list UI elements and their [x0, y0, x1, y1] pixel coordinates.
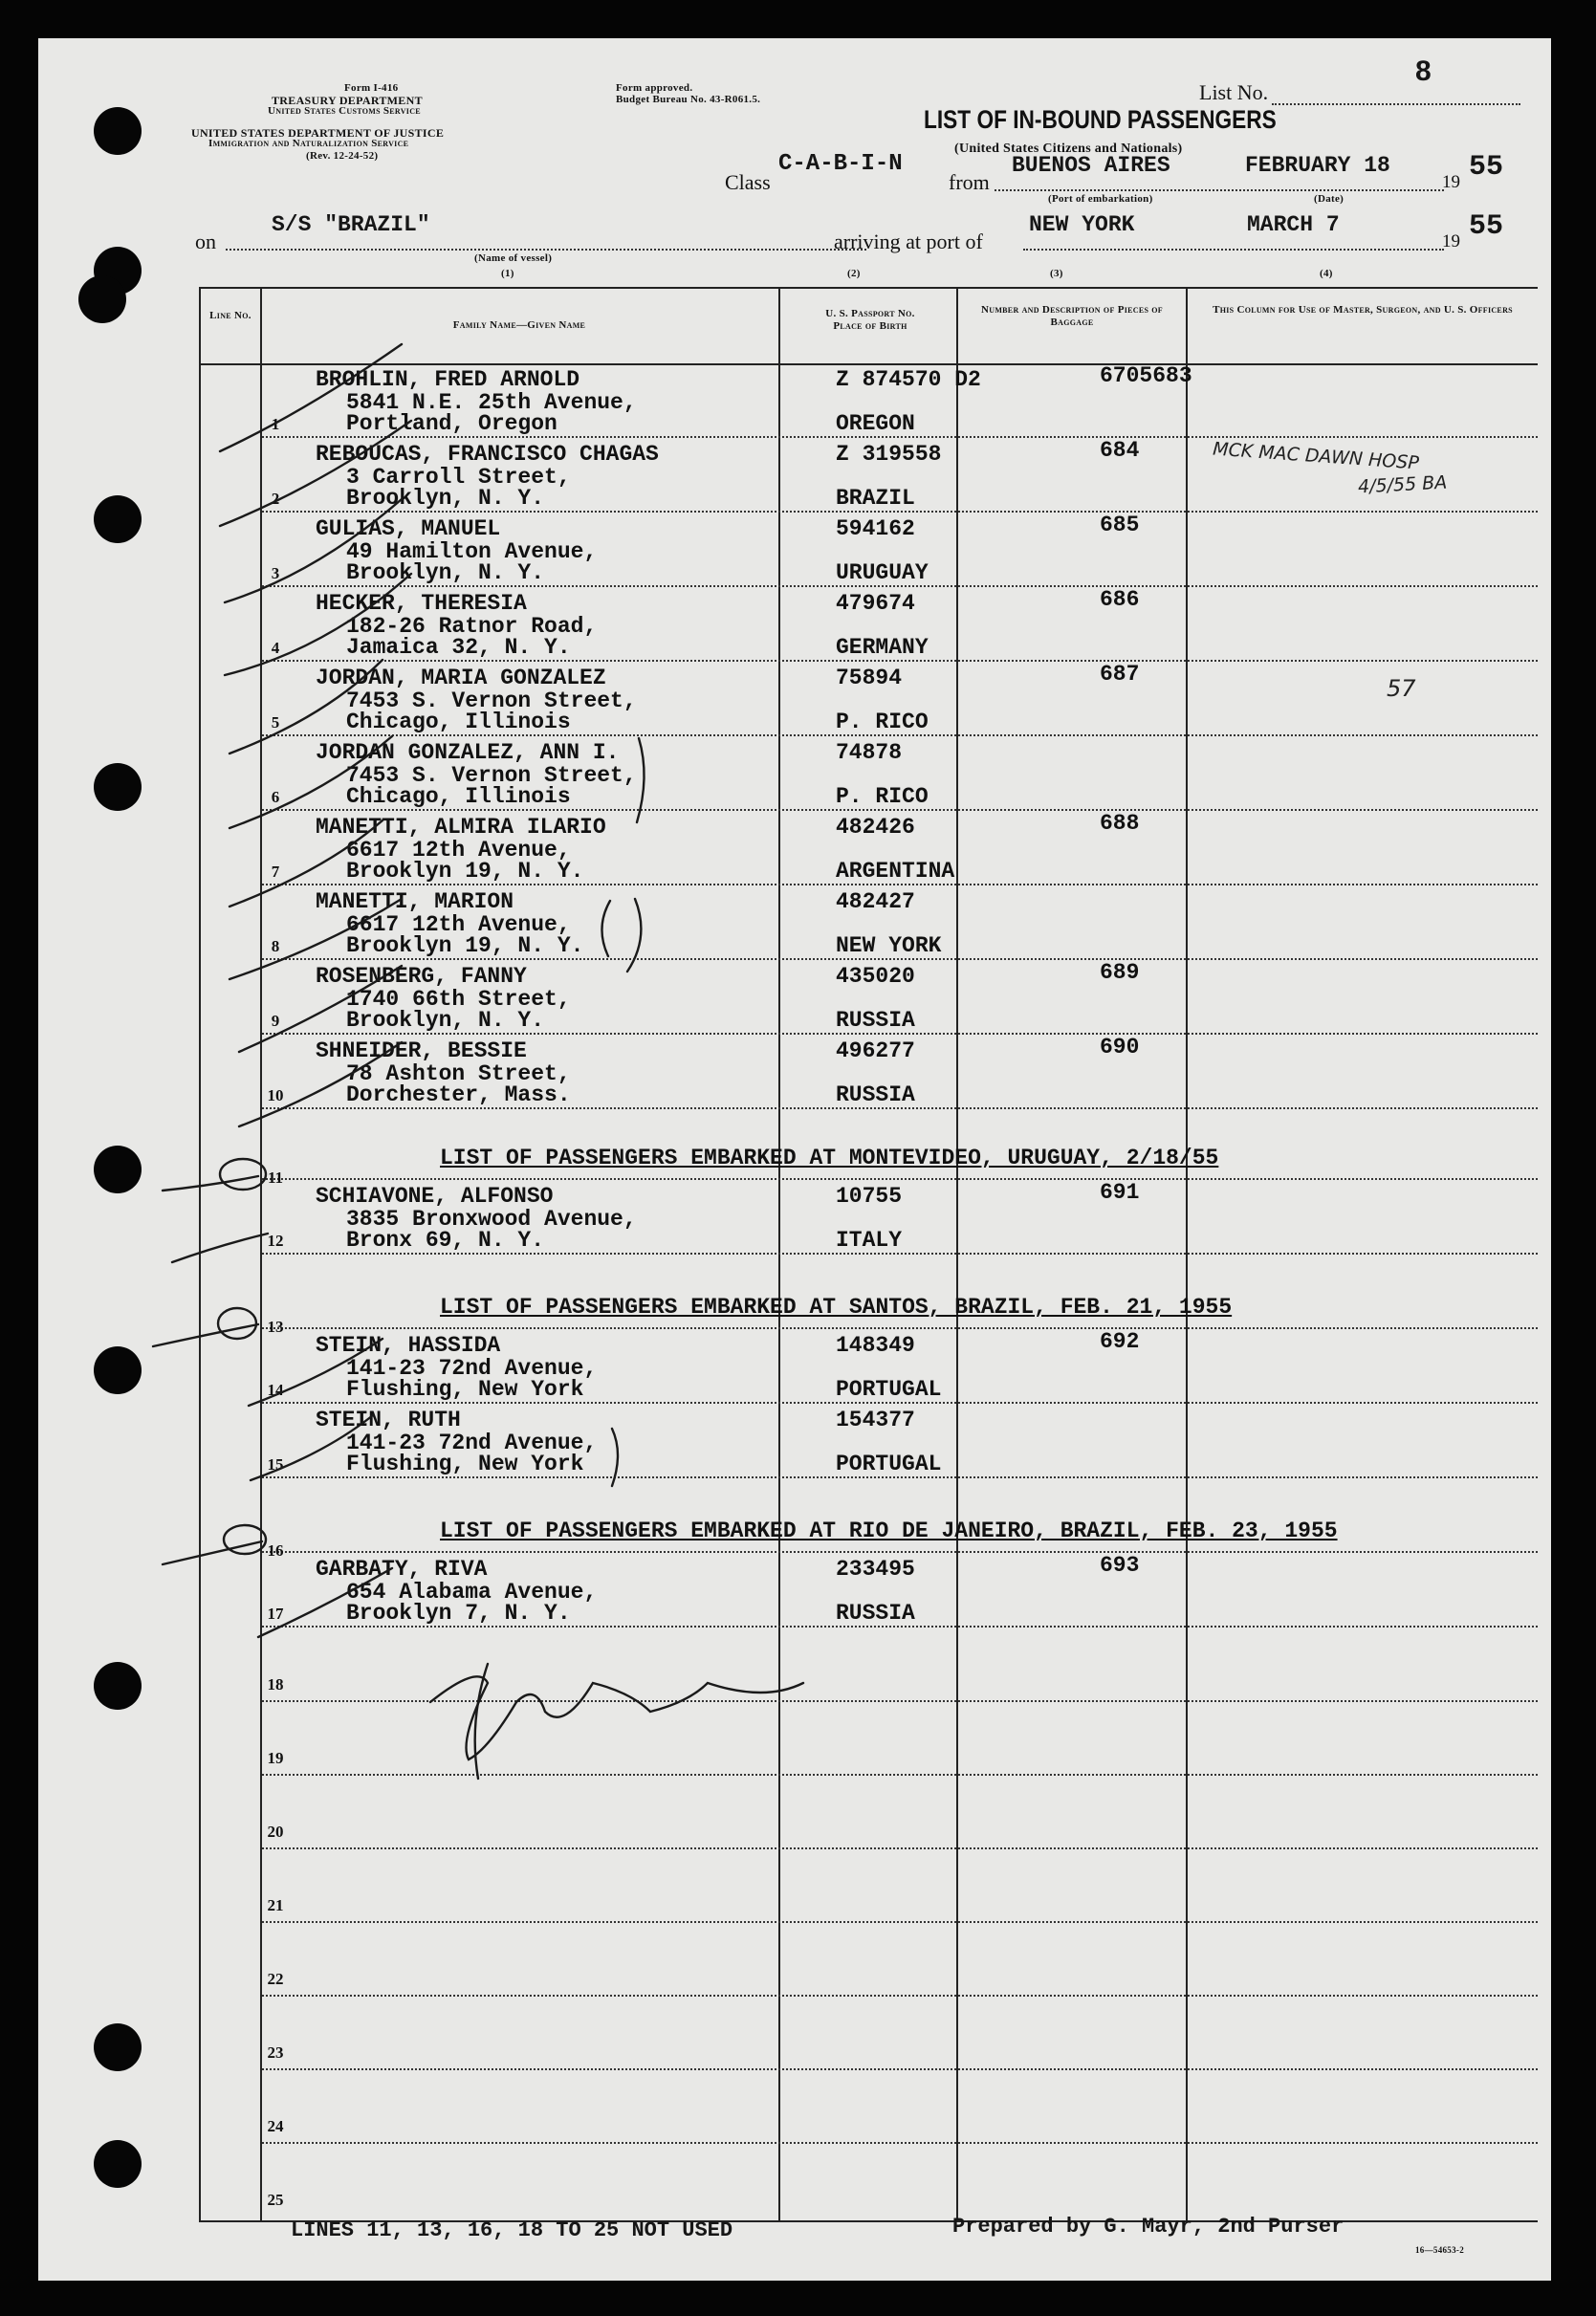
passport-number: 10755 [836, 1184, 903, 1209]
line-number: 17 [267, 1605, 284, 1623]
line-number: 23 [267, 2043, 284, 2062]
passenger-name: BROHLIN, FRED ARNOLD [316, 367, 580, 392]
passenger-name: JORDAN, MARIA GONZALEZ [316, 666, 606, 690]
vessel-caption: (Name of vessel) [474, 252, 553, 264]
passenger-street: 7453 S. Vernon Street, [346, 763, 637, 788]
line-number: 14 [267, 1381, 284, 1399]
baggage-count: 690 [1100, 1035, 1140, 1060]
baggage-count: 688 [1100, 811, 1140, 836]
passenger-street: 141-23 72nd Avenue, [346, 1356, 598, 1381]
place-of-birth: GERMANY [836, 635, 929, 660]
passenger-city: Brooklyn 19, N. Y. [346, 933, 584, 958]
passenger-city: Brooklyn 7, N. Y. [346, 1601, 571, 1626]
footer-not-used: LINES 11, 13, 16, 18 TO 25 NOT USED [291, 2218, 733, 2242]
line-number: 4 [271, 639, 280, 657]
line-number: 5 [271, 713, 280, 732]
embark-port-caption: (Port of embarkation) [1048, 193, 1153, 205]
passenger-city: Brooklyn, N. Y. [346, 560, 545, 585]
passenger-street: 654 Alabama Avenue, [346, 1580, 598, 1605]
place-of-birth: URUGUAY [836, 560, 929, 585]
check-mark [220, 344, 402, 451]
line-number: 3 [271, 564, 280, 582]
passenger-street: 1740 66th Street, [346, 987, 571, 1012]
baggage-count: 691 [1100, 1180, 1140, 1205]
embark-port: BUENOS AIRES [1012, 153, 1170, 178]
passenger-city: Flushing, New York [346, 1452, 584, 1476]
place-of-birth: PORTUGAL [836, 1452, 942, 1476]
baggage-count: 686 [1100, 587, 1140, 612]
embark-year-prefix: 19 [1442, 172, 1460, 192]
passenger-city: Jamaica 32, N. Y. [346, 635, 571, 660]
passenger-city: Brooklyn, N. Y. [346, 1008, 545, 1033]
place-of-birth: ARGENTINA [836, 859, 955, 884]
signature [430, 1676, 803, 1759]
passenger-name: MANETTI, ALMIRA ILARIO [316, 815, 606, 840]
passenger-street: 49 Hamilton Avenue, [346, 539, 598, 564]
check-mark [163, 1176, 258, 1191]
check-mark [172, 1234, 268, 1262]
place-of-birth: RUSSIA [836, 1082, 915, 1107]
passenger-street: 182-26 Ratnor Road, [346, 614, 598, 639]
check-mark [258, 1568, 392, 1637]
check-mark [225, 499, 402, 602]
baggage-count: 687 [1100, 662, 1140, 687]
class-label: Class [725, 170, 771, 194]
list-no-value: 8 [1415, 55, 1432, 87]
line-number: 24 [267, 2117, 284, 2135]
passenger-city: Chicago, Illinois [346, 710, 571, 734]
handwritten-note-3: 57 [1387, 675, 1416, 702]
date-caption: (Date) [1314, 193, 1345, 205]
check-mark [230, 736, 392, 828]
place-of-birth: NEW YORK [836, 933, 942, 958]
section-montevideo: LIST OF PASSENGERS EMBARKED AT MONTEVIDEO, URUGUAY, 2/18/55 [440, 1146, 1219, 1170]
column-number-1: (1) [501, 268, 514, 279]
passenger-street: 6617 12th Avenue, [346, 838, 571, 863]
line-number: 8 [271, 937, 280, 955]
from-label: from [949, 170, 990, 194]
circle-mark [220, 1159, 266, 1190]
line-number: 6 [271, 788, 280, 806]
passport-number: Z 319558 [836, 442, 942, 467]
place-of-birth: BRAZIL [836, 486, 915, 511]
line-number: 20 [267, 1823, 284, 1841]
place-of-birth: P. RICO [836, 784, 929, 809]
check-mark [230, 899, 402, 979]
section-santos: LIST OF PASSENGERS EMBARKED AT SANTOS, BRAZIL, FEB. 21, 1955 [440, 1295, 1233, 1320]
passport-number: 154377 [836, 1408, 915, 1432]
passport-number: 75894 [836, 666, 903, 690]
passenger-name: GARBATY, RIVA [316, 1557, 488, 1582]
handwritten-note-1: MCK MAC DAWN HOSP [1212, 438, 1420, 474]
brace-mark [601, 899, 641, 972]
line-number: 2 [271, 490, 280, 508]
line-number: 10 [267, 1086, 284, 1104]
arrival-year: 55 [1469, 210, 1504, 243]
place-of-birth: ITALY [836, 1228, 903, 1253]
brace-mark [637, 738, 645, 822]
list-no-label: List No. [1199, 80, 1269, 104]
line-number: 18 [267, 1675, 284, 1693]
passenger-city: Brooklyn 19, N. Y. [346, 859, 584, 884]
check-mark [239, 1042, 402, 1126]
arrival-port: NEW YORK [1029, 212, 1135, 237]
justice-dept: UNITED STATES DEPARTMENT OF JUSTICE [191, 126, 445, 140]
handwritten-note-2: 4/5/55 BA [1357, 471, 1448, 498]
line-number: 22 [267, 1970, 284, 1988]
handwritten-marks [38, 38, 1551, 2281]
brace-mark [612, 1429, 618, 1486]
passenger-city: Portland, Oregon [346, 411, 558, 436]
baggage-count: 685 [1100, 513, 1140, 537]
baggage-count: 6705683 [1100, 363, 1192, 388]
column-number-4: (4) [1320, 268, 1333, 279]
manifest-sheet [38, 38, 1551, 2281]
baggage-count: 684 [1100, 438, 1140, 463]
form-approved: Form approved. [616, 82, 693, 94]
treasury-dept: TREASURY DEPARTMENT [272, 94, 423, 107]
check-mark [153, 1324, 258, 1346]
passenger-street: 78 Ashton Street, [346, 1061, 571, 1086]
check-mark [230, 660, 383, 754]
arriving-label: arriving at port of [834, 229, 983, 253]
section-rio: LIST OF PASSENGERS EMBARKED AT RIO DE JANEIRO, BRAZIL, FEB. 23, 1955 [440, 1519, 1338, 1543]
line-number: 15 [267, 1455, 284, 1474]
col-passport: U. S. Passport No. Place of Birth [825, 308, 915, 332]
passport-number: 233495 [836, 1557, 915, 1582]
arrival-year-prefix: 19 [1442, 231, 1460, 251]
passenger-city: Brooklyn, N. Y. [346, 486, 545, 511]
line-number: 9 [271, 1012, 280, 1030]
check-mark [249, 1339, 383, 1406]
baggage-count: 693 [1100, 1553, 1140, 1578]
passenger-street: 141-23 72nd Avenue, [346, 1431, 598, 1455]
line-number: 1 [271, 415, 280, 433]
line-number-11: 11 [267, 1169, 284, 1187]
passenger-city: Chicago, Illinois [346, 784, 571, 809]
check-mark [251, 1415, 373, 1480]
place-of-birth: RUSSIA [836, 1008, 915, 1033]
passenger-street: 3 Carroll Street, [346, 465, 571, 490]
passport-number: 482427 [836, 889, 915, 914]
passport-number: 479674 [836, 591, 915, 616]
passport-number: 594162 [836, 516, 915, 541]
arrival-date: MARCH 7 [1247, 212, 1340, 237]
embark-year: 55 [1469, 151, 1504, 184]
passenger-name: STEIN, HASSIDA [316, 1333, 501, 1358]
customs-service: United States Customs Service [268, 105, 421, 117]
line-number: 12 [267, 1232, 284, 1250]
column-number-2: (2) [847, 268, 861, 279]
passenger-name: GULIAS, MANUEL [316, 516, 501, 541]
col-baggage: Number and Description of Pieces of Baggage [981, 304, 1163, 328]
check-mark [230, 820, 383, 907]
line-number: 19 [267, 1749, 284, 1767]
line-number-13: 13 [267, 1318, 284, 1336]
passenger-name: SCHIAVONE, ALFONSO [316, 1184, 554, 1209]
page-title: LIST OF IN-BOUND PASSENGERS [924, 105, 1277, 134]
vessel-name: S/S "BRAZIL" [272, 212, 430, 237]
passenger-name: HECKER, THERESIA [316, 591, 527, 616]
passport-number: 148349 [836, 1333, 915, 1358]
passenger-city: Dorchester, Mass. [346, 1082, 571, 1107]
col-officers: This Column for Use of Master, Surgeon, and U. S. Officers [1213, 304, 1513, 316]
passport-number: 435020 [836, 964, 915, 989]
line-number-16: 16 [267, 1541, 284, 1560]
budget-bureau: Budget Bureau No. 43-R061.5. [616, 94, 761, 105]
class-value: C-A-B-I-N [778, 151, 903, 177]
passenger-name: JORDAN GONZALEZ, ANN I. [316, 740, 620, 765]
passenger-street: 3835 Bronxwood Avenue, [346, 1207, 637, 1232]
col-name: Family Name—Given Name [452, 319, 586, 331]
passport-number: 74878 [836, 740, 903, 765]
line-number: 21 [267, 1896, 284, 1914]
passenger-name: SHNEIDER, BESSIE [316, 1038, 527, 1063]
embark-date: FEBRUARY 18 [1245, 153, 1390, 178]
passenger-city: Flushing, New York [346, 1377, 584, 1402]
place-of-birth: PORTUGAL [836, 1377, 942, 1402]
line-number: 7 [271, 863, 280, 881]
place-of-birth: P. RICO [836, 710, 929, 734]
revision: (Rev. 12-24-52) [306, 150, 379, 162]
passport-number: 496277 [836, 1038, 915, 1063]
column-number-3: (3) [1050, 268, 1063, 279]
on-label: on [195, 229, 216, 253]
place-of-birth: RUSSIA [836, 1601, 915, 1626]
check-mark [239, 966, 402, 1052]
passport-number: 482426 [836, 815, 915, 840]
footer-prepared-by: Prepared by G. Mayr, 2nd Purser [952, 2215, 1345, 2239]
passenger-name: ROSENBERG, FANNY [316, 964, 527, 989]
passenger-city: Bronx 69, N. Y. [346, 1228, 545, 1253]
line-number: 25 [267, 2191, 284, 2209]
page-subtitle: (United States Citizens and Nationals) [954, 142, 1183, 156]
passport-number: Z 874570 D2 [836, 367, 981, 392]
baggage-count: 692 [1100, 1329, 1140, 1354]
circle-mark [218, 1308, 256, 1339]
passenger-name: STEIN, RUTH [316, 1408, 461, 1432]
passenger-street: 7453 S. Vernon Street, [346, 688, 637, 713]
footer-print-code: 16—54653-2 [1415, 2245, 1464, 2255]
baggage-count: 689 [1100, 960, 1140, 985]
circle-mark [224, 1525, 266, 1554]
col-line-no: Line No. [209, 310, 251, 321]
place-of-birth: OREGON [836, 411, 915, 436]
ins-service: Immigration and Naturalization Service [208, 138, 409, 149]
form-number: Form I-416 [344, 82, 399, 94]
passenger-name: MANETTI, MARION [316, 889, 514, 914]
passenger-street: 6617 12th Avenue, [346, 912, 571, 937]
passenger-name: REBOUCAS, FRANCISCO CHAGAS [316, 442, 659, 467]
passenger-street: 5841 N.E. 25th Avenue, [346, 390, 637, 415]
